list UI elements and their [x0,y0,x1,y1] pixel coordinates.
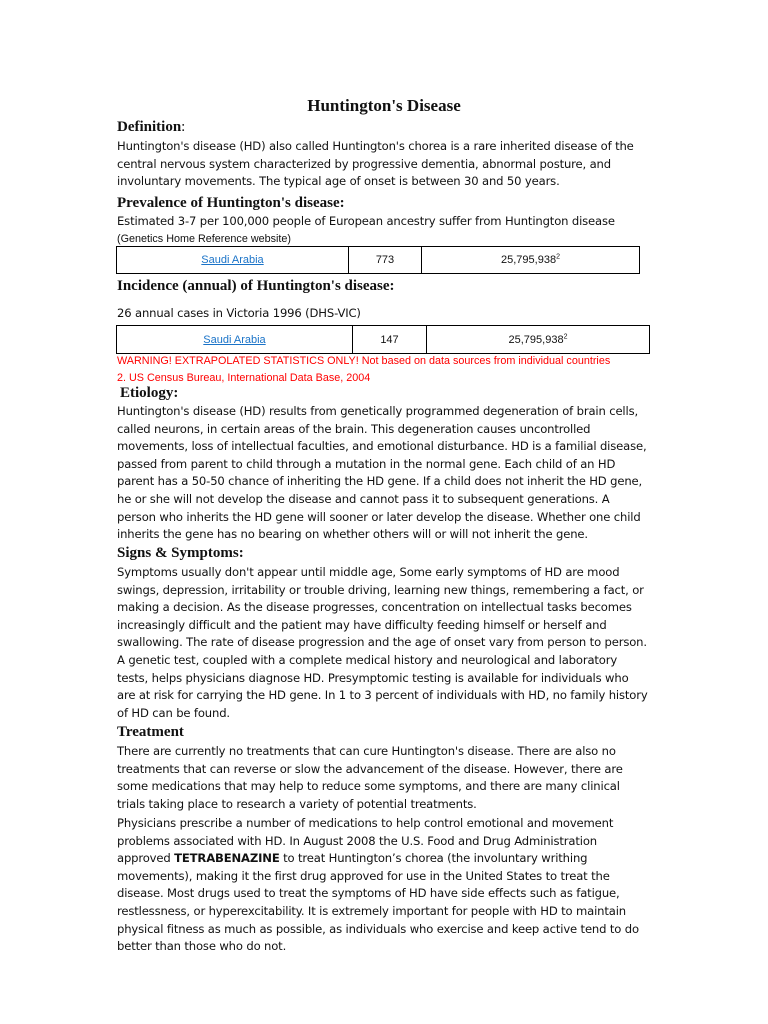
statistics-warning: WARNING! EXTRAPOLATED STATISTICS ONLY! Not based on data sources from individual countries [117,355,611,367]
treatment-text-2-pre: Physicians prescribe a number of medications to help control emotional and movement problems associated with HD. In August 2008 the U.S. Food and Drug Administration approved [117,816,614,866]
treatment-text-2-post: to treat Huntington’s chorea (the involuntary writhing movements), making it the first drug approved for use in the United States to treat the disease. Most drugs used to treat the symptoms of HD have side effects such as fatigue, restlessness, or hyperexcitability. It is extremely important for people with HD to maintain physical fitness as much as possible, as individuals who exercise and keep active tend to do better than those who do not. [117,851,639,954]
signs-heading: Signs & Symptoms: [117,545,244,561]
prevalence-text: Estimated 3-7 per 100,000 people of European ancestry suffer from Huntington disease [117,214,615,228]
signs-text: Symptoms usually don't appear until middle age, Some early symptoms of HD are mood swings, depression, irritability or trouble driving, learning new things, remembering a fact, or making a decision. As the disease progresses, concentration on intellectual tasks becomes increasingly difficult and the patient may have difficulty feeding himself or herself and swallowing. The rate of disease progression and the age of onset vary from person to person. A genetic test, coupled with a complete medical history and neurological and laboratory tests, helps physicians diagnose HD. Presymptomic testing is available for individuals who are at risk for carrying the HD gene. In 1 to 3 percent of individuals with HD, no family history of HD can be found. [117,565,648,720]
etiology-text: Huntington's disease (HD) results from genetically programmed degeneration of brain cells, called neurons, in certain areas of the brain. This degeneration causes uncontrolled movements, loss of intellectual faculties, and emotional disturbance. HD is a familial disease, passed from parent to child through a mutation in the normal gene. Each child of an HD parent has a 50-50 chance of inheriting the HD gene. If a child does not inherit the HD gene, he or she will not develop the disease and cannot pass it to subsequent generations. A person who inherits the HD gene will sooner or later develop the disease. Whether one child inherits the gene has no bearing on whether others will or will not inherit the gene. [117,404,647,542]
definition-colon: : [181,119,186,135]
etiology-heading: Etiology: [120,385,179,401]
prevalence-population-cell [422,247,640,274]
prevalence-table [116,246,640,274]
prevalence-population: 25,795,938 [501,254,557,266]
incidence-footnote-marker: 2 [563,332,568,340]
census-footnote: 2. US Census Bureau, International Data Base, 2004 [117,372,371,384]
treatment-text-2 [117,815,649,956]
tetrabenazine-drug-name: TETRABENAZINE [174,851,280,866]
prevalence-value-cell: 773 [349,247,422,274]
incidence-country-cell [117,326,353,354]
incidence-text: 26 annual cases in Victoria 1996 (DHS-VIC) [117,306,361,320]
prevalence-source: (Genetics Home Reference website) [117,233,292,245]
incidence-country-link[interactable]: Saudi Arabia [203,333,266,346]
incidence-population-cell [427,326,650,354]
incidence-heading: Incidence (annual) of Huntington's disease: [117,278,395,294]
prevalence-country-cell [117,247,349,274]
prevalence-heading: Prevalence of Huntington's disease: [117,195,345,211]
page-title: Huntington's Disease [307,96,461,115]
definition-heading-text: Definition [117,119,182,135]
definition-heading [117,119,185,136]
treatment-heading: Treatment [117,724,184,740]
incidence-population: 25,795,938 [508,333,564,346]
definition-text: Huntington's disease (HD) also called Huntington's chorea is a rare inherited disease of the central nervous system characterized by progressive dementia, abnormal posture, and involuntary movements. The typical age of onset is between 30 and 50 years. [117,139,634,189]
incidence-table [116,325,650,354]
treatment-text-1: There are currently no treatments that can cure Huntington's disease. There are also no treatments that can reverse or slow the advancement of the disease. However, there are some medications that may help to reduce some symptoms, and there are many clinical trials taking place to research a variety of potential treatments. [117,744,623,811]
incidence-value-cell: 147 [353,326,427,354]
prevalence-footnote-marker: 2 [556,253,560,261]
table-row [117,247,640,274]
table-row [117,326,650,354]
prevalence-country-link[interactable]: Saudi Arabia [201,254,264,266]
